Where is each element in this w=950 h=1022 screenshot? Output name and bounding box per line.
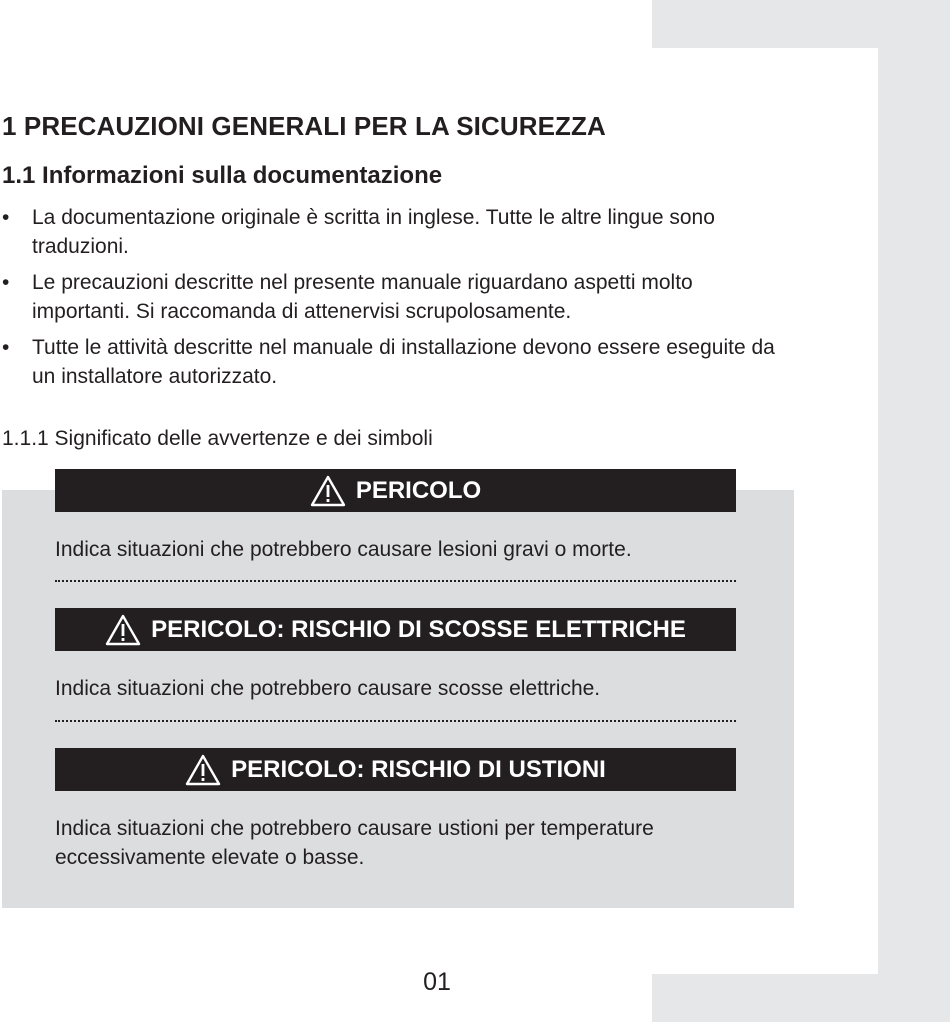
- warning-description: Indica situazioni che potrebbero causare scosse elettriche.: [55, 677, 601, 700]
- warning-triangle-icon: [310, 475, 346, 507]
- warning-triangle-icon: [185, 754, 221, 786]
- warning-title: PERICOLO: RISCHIO DI SCOSSE ELETTRICHE: [151, 615, 686, 643]
- dotted-divider: [55, 720, 736, 722]
- documentation-bullet-list: [0, 203, 790, 398]
- section-title: 1 PRECAUZIONI GENERALI PER LA SICUREZZA: [2, 111, 606, 141]
- warning-bar-burn: [55, 748, 736, 791]
- dotted-divider: [55, 580, 736, 582]
- bullet-item: • Tutte le attività descritte nel manuale di installazione devono essere eseguite da un installatore autorizzato.: [0, 333, 790, 391]
- warning-bar-electric: [55, 608, 736, 651]
- warning-triangle-icon: [105, 614, 141, 646]
- side-tab-bottom: [652, 974, 950, 1022]
- subsection-title: 1.1 Informazioni sulla documentazione: [2, 162, 443, 189]
- bullet-item: • La documentazione originale è scritta in inglese. Tutte le altre lingue sono traduzioni.: [0, 203, 790, 261]
- subsubsection-title: 1.1.1 Significato delle avvertenze e dei simboli: [2, 427, 433, 450]
- side-strip: [878, 0, 950, 1022]
- page-number: 01: [423, 968, 451, 996]
- warning-title: PERICOLO: [355, 476, 482, 504]
- warning-description: Indica situazioni che potrebbero causare ustioni per temperature eccessivamente elevate o basse.: [55, 817, 654, 869]
- warning-title: PERICOLO: RISCHIO DI USTIONI: [231, 755, 606, 783]
- bullet-item: • Le precauzioni descritte nel presente manuale riguardano aspetti molto importanti. Si raccomanda di attenervisi scrupolosamente.: [0, 268, 790, 326]
- warning-bar-danger: [55, 469, 736, 512]
- warning-description: Indica situazioni che potrebbero causare lesioni gravi o morte.: [55, 538, 632, 561]
